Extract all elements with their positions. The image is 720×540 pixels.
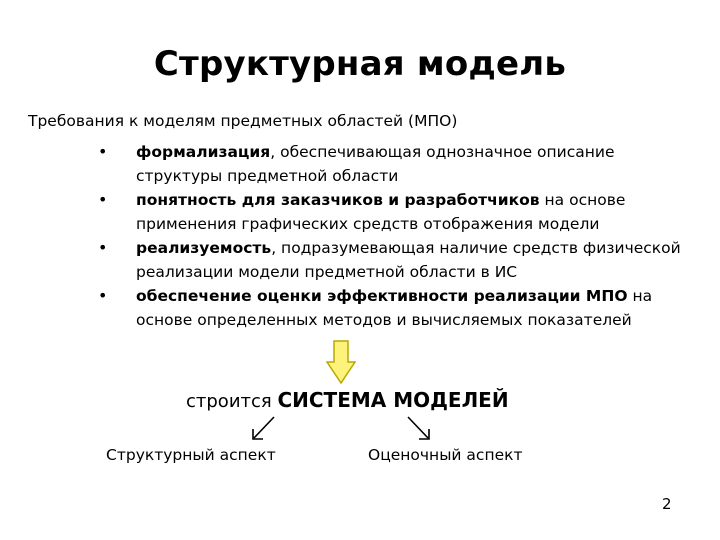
down-arrow-icon: [326, 340, 356, 384]
system-prefix: строится: [186, 391, 278, 412]
arrow-down-left-icon: [248, 414, 278, 444]
bullet-strong: реализуемость: [136, 239, 272, 257]
intro-text: Требования к моделям предметных областей (МПО): [28, 112, 458, 130]
bullet-icon: •: [98, 238, 108, 257]
slide-title: Структурная модель: [153, 44, 567, 84]
bullet-strong: формализация: [136, 143, 271, 161]
system-of-models: [186, 388, 509, 412]
bullet-icon: •: [98, 142, 108, 161]
bullet-strong: понятность для заказчиков и разработчиков: [136, 191, 540, 209]
aspect-evaluative: Оценочный аспект: [368, 446, 523, 464]
requirements-list: [98, 140, 698, 332]
bullet-strong: обеспечение оценки эффективности реализации МПО: [136, 287, 628, 305]
system-main: СИСТЕМА МОДЕЛЕЙ: [277, 388, 509, 412]
bullet-icon: •: [98, 286, 108, 305]
bullet-text: , подразумевающая наличие средств физической реализации модели предметной области в ИС: [136, 239, 681, 281]
aspect-structural: Структурный аспект: [106, 446, 276, 464]
list-item: [98, 236, 698, 284]
bullet-text: на основе определенных методов и вычисляемых показателей: [136, 287, 653, 329]
list-item: [98, 284, 698, 332]
bullet-text: , обеспечивающая однозначное описание структуры предметной области: [136, 143, 615, 185]
arrow-down-right-icon: [404, 414, 434, 444]
list-item: [98, 188, 698, 236]
bullet-text: на основе применения графических средств отображения модели: [136, 191, 626, 233]
bullet-icon: •: [98, 190, 108, 209]
list-item: [98, 140, 698, 188]
page-number: 2: [662, 495, 672, 513]
